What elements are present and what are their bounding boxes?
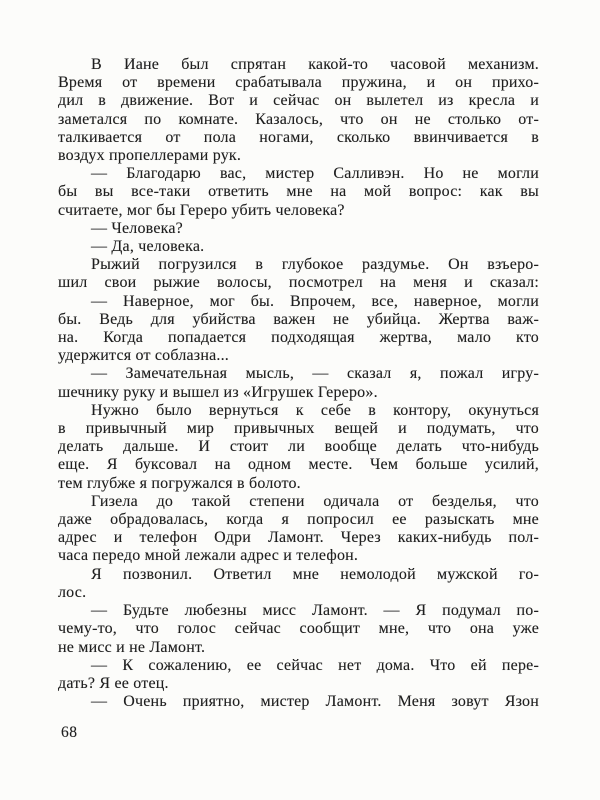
text-line: талкивается от пола ногами, сколько ввинчивается в: [58, 128, 539, 146]
text-line: Время от времени срабатывала пружина, и он прихо-: [58, 74, 539, 92]
text-line: считаете, мог бы Гереро убить человека?: [58, 201, 345, 219]
text-line: на. Когда попадается подходящая жертва, мало кто: [58, 329, 539, 347]
text-line: Гизела до такой степени одичала от безделья, что: [91, 492, 539, 510]
text-line: заметался по комнате. Казалось, что он не столько от-: [58, 110, 539, 128]
text-line: шечнику руку и вышел из «Игрушек Гереро».: [58, 383, 378, 401]
text-line: шил свои рыжие волосы, посмотрел на меня и сказал:: [58, 274, 539, 292]
text-line: не мисс и не Ламонт.: [58, 638, 206, 656]
text-line: — К сожалению, ее сейчас нет дома. Что ей пере-: [91, 656, 539, 674]
text-line: удержится от соблазна...: [58, 347, 229, 365]
text-line: часа передо мной лежали адрес и телефон.: [58, 547, 359, 565]
text-line: дил в движение. Вот и сейчас он вылетел из кресла и: [58, 92, 539, 110]
text-line: тем глубже я погружался в болото.: [58, 474, 301, 492]
page-text: [58, 56, 539, 711]
text-line: В Иане был спрятан какой-то часовой механизм.: [91, 56, 539, 73]
text-line: — Благодарю вас, мистер Салливэн. Но не могли: [91, 165, 539, 183]
text-line: Рыжий погрузился в глубокое раздумье. Он взъеро-: [91, 256, 539, 274]
page-number: 68: [61, 724, 78, 741]
text-line: даже обрадовалась, когда я попросил ее разыскать мне: [58, 511, 539, 529]
text-line: бы вы все-таки ответить мне на мой вопрос: как вы: [58, 183, 539, 201]
text-line: — Замечательная мысль, — сказал я, пожал игру-: [91, 365, 539, 383]
text-line: воздух пропеллерами рук.: [58, 147, 242, 165]
text-line: делать дальше. И стоит ли вообще делать что-нибудь: [58, 438, 539, 456]
text-line: — Наверное, мог бы. Впрочем, все, наверное, могли: [91, 292, 539, 310]
text-line: в привычный мир привычных вещей и подумать, что: [58, 420, 539, 438]
text-line: адрес и телефон Одри Ламонт. Через каких-нибудь пол-: [58, 529, 539, 547]
text-line: — Человека?: [91, 219, 183, 237]
text-line: дать? Я ее отец.: [58, 674, 169, 692]
text-line: еще. Я буксовал на одном месте. Чем больше усилий,: [58, 456, 539, 474]
text-line: — Очень приятно, мистер Ламонт. Меня зовут Язон: [91, 693, 539, 711]
text-line: лос.: [58, 583, 87, 601]
text-line: чему-то, что голос сейчас сообщит мне, что она уже: [58, 620, 539, 638]
text-line: бы. Ведь для убийства важен не убийца. Жертва важ-: [58, 310, 539, 328]
text-line: Нужно было вернуться к себе в контору, окунуться: [91, 401, 539, 419]
text-line: Я позвонил. Ответил мне немолодой мужской го-: [91, 565, 539, 583]
text-line: — Будьте любезны мисс Ламонт. — Я подумал по-: [91, 602, 539, 620]
text-line: — Да, человека.: [91, 238, 205, 256]
